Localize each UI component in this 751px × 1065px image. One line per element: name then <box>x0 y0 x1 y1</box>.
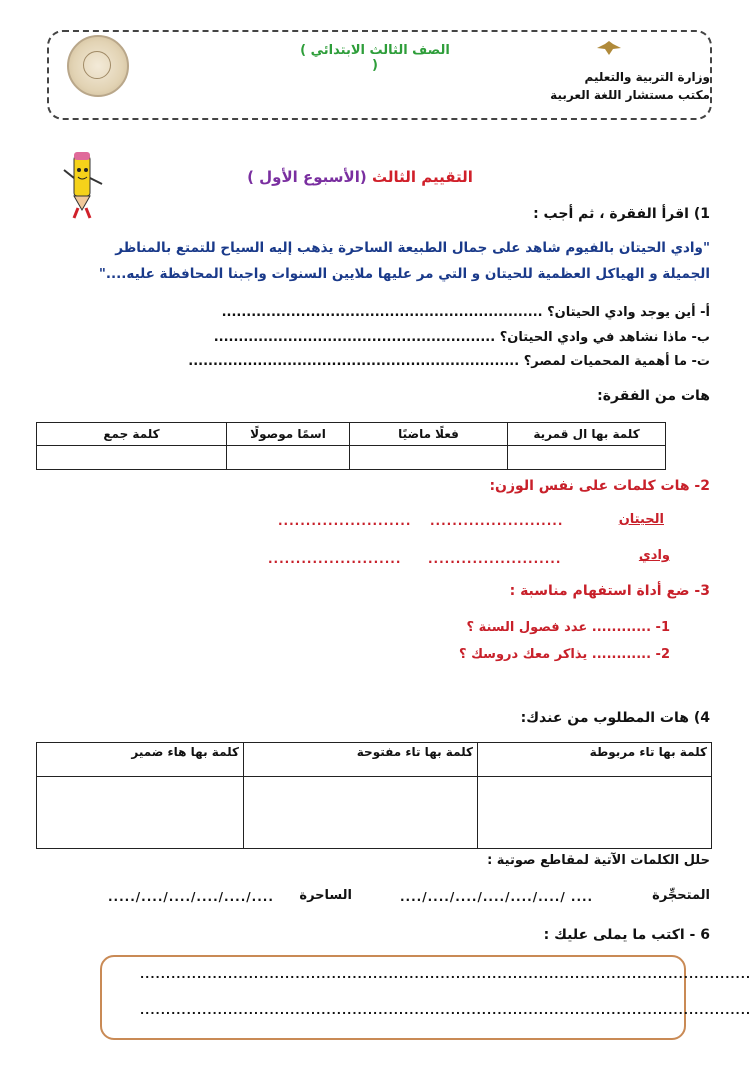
question-c: ت- ما أهمية المحميات لمصر؟ ................................................................... <box>188 354 710 369</box>
col-taa-maftuha: كلمة بها تاء مفتوحة <box>244 743 478 777</box>
col-haa-damir: كلمة بها هاء ضمير <box>37 743 244 777</box>
required-words-table <box>36 742 712 849</box>
col-relative-noun: اسمًا موصولًا <box>227 423 350 446</box>
question-b: ب- ماذا نشاهد في وادي الحيتان؟ ......................................................... <box>213 330 710 345</box>
pencil-mascot-icon <box>60 150 108 220</box>
answer-dots[interactable]: ........................ <box>428 552 562 566</box>
bring-from-passage-label: هات من الفقرة: <box>597 388 710 404</box>
page-title <box>240 168 480 186</box>
col-qamari-word: كلمة بها ال قمرية <box>508 423 666 446</box>
ministry-name: وزارة التربية والتعليم <box>584 70 710 84</box>
question-a: أ- أين يوجد وادي الحيتان؟ ................................................................. <box>221 305 710 320</box>
office-name: مكتب مستشار اللغة العربية <box>550 88 710 102</box>
dictation-line-1[interactable]: ...................................................................................................................... <box>140 968 751 981</box>
word-wadi: وادي <box>638 548 670 563</box>
answer-cell[interactable] <box>350 446 508 470</box>
col-plural-word: كلمة جمع <box>37 423 227 446</box>
col-past-verb: فعلًا ماضيًا <box>350 423 508 446</box>
passage-line-1: "وادي الحيتان بالفيوم شاهد على جمال الطبيعة الساحرة يذهب إليه السياح للتمتع بالمناظر <box>115 240 710 256</box>
answer-cell[interactable] <box>508 446 666 470</box>
col-taa-marbuta: كلمة بها تاء مربوطة <box>478 743 712 777</box>
syllable-slots-1[interactable]: ..../..../..../..../..../..../ .... <box>400 890 594 904</box>
emblem-seal-icon <box>67 35 129 97</box>
title-week: (الأسبوع الأول ) <box>247 168 367 186</box>
q3-prompt: 3- ضع أداة استفهام مناسبة : <box>509 583 710 599</box>
answer-cell[interactable] <box>37 446 227 470</box>
dictation-line-2[interactable]: ...................................................................................................................... <box>140 1004 751 1017</box>
q1-prompt <box>533 206 710 222</box>
grade-label: ( الصف الثالث الابتدائي ) <box>300 43 450 73</box>
answer-dots[interactable]: ........................ <box>268 552 402 566</box>
q4-prompt: 4) هات المطلوب من عندك: <box>520 710 710 726</box>
q1-prompt-text: 1) اقرأ الفقرة ، ثم أجب : <box>533 206 710 222</box>
q5-prompt: حلل الكلمات الآتية لمقاطع صوتية : <box>487 853 710 868</box>
word-hitan: الحيتان <box>618 512 664 527</box>
answer-cell[interactable] <box>37 777 244 849</box>
answer-dots[interactable]: ........................ <box>278 514 412 528</box>
title-main: التقييم الثالث <box>371 168 473 186</box>
answer-cell[interactable] <box>227 446 350 470</box>
q3-item-1: 1- ............ عدد فصول السنة ؟ <box>466 620 670 635</box>
eagle-logo-icon <box>595 40 623 56</box>
q6-prompt: 6 - اكتب ما يملى عليك : <box>543 927 710 943</box>
answer-cell[interactable] <box>478 777 712 849</box>
syllable-word-1: المتحجِّرة <box>652 888 710 903</box>
answer-dots[interactable]: ........................ <box>430 514 564 528</box>
passage-words-table <box>36 422 666 470</box>
q2-prompt: 2- هات كلمات على نفس الوزن: <box>489 478 710 494</box>
passage-line-2: الجميلة و الهياكل العظمية للحيتان و التي مر عليها ملايين السنوات واجبنا المحافظة عليه...." <box>98 266 710 282</box>
syllable-word-2: الساحرة <box>299 888 352 903</box>
answer-cell[interactable] <box>244 777 478 849</box>
q3-item-2: 2- ............ يذاكر معك دروسك ؟ <box>459 647 670 662</box>
syllable-slots-2[interactable]: ...../..../..../..../..../.... <box>108 890 274 904</box>
